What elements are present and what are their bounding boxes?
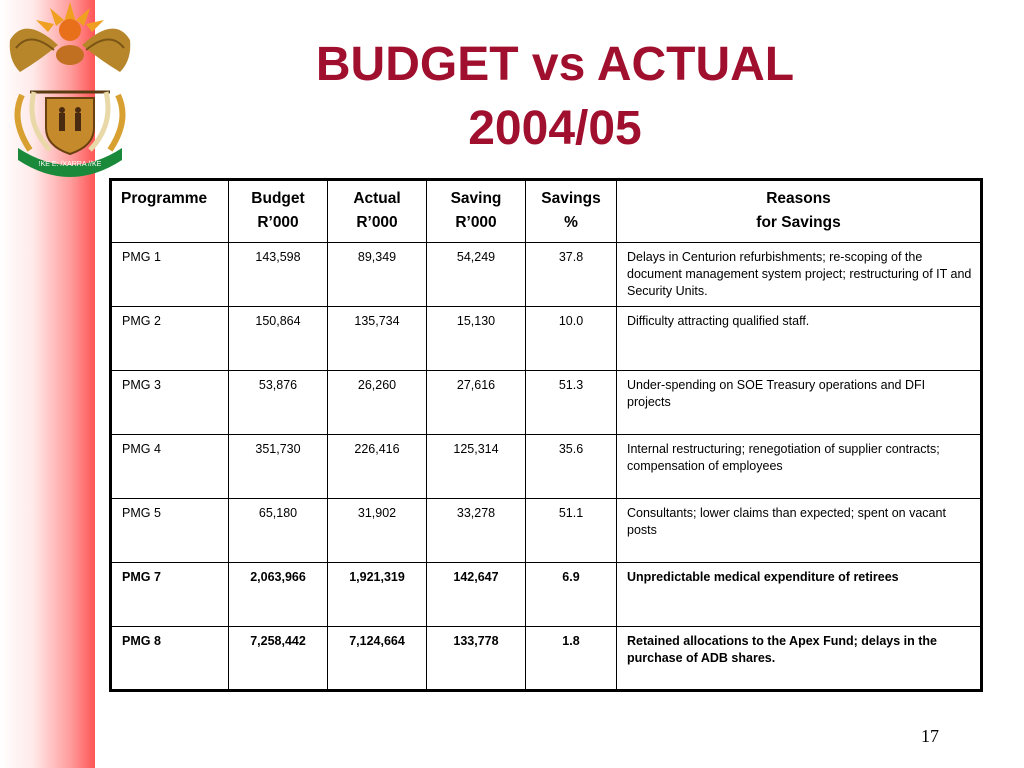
cell-reason: Delays in Centurion refurbishments; re-scoping of the document management system project; restructuring of IT and Security Units. <box>617 243 982 307</box>
cell-reason: Retained allocations to the Apex Fund; delays in the purchase of ADB shares. <box>617 627 982 691</box>
cell-saving: 133,778 <box>427 627 526 691</box>
svg-text:!KE E: /XARRA //KE: !KE E: /XARRA //KE <box>38 161 102 168</box>
page-subtitle-year: 2004/05 <box>468 102 642 155</box>
cell-budget: 2,063,966 <box>229 563 328 627</box>
cell-actual: 26,260 <box>328 371 427 435</box>
header-programme: Programme <box>111 180 229 243</box>
cell-budget: 65,180 <box>229 499 328 563</box>
cell-actual: 7,124,664 <box>328 627 427 691</box>
cell-programme: PMG 4 <box>111 435 229 499</box>
budget-vs-actual-table <box>109 178 983 692</box>
cell-actual: 135,734 <box>328 307 427 371</box>
table-row <box>111 243 982 307</box>
cell-saving: 33,278 <box>427 499 526 563</box>
header-budget: Budget R’000 <box>229 180 328 243</box>
cell-reason: Consultants; lower claims than expected; spent on vacant posts <box>617 499 982 563</box>
table-row <box>111 627 982 691</box>
table-row <box>111 307 982 371</box>
cell-percent: 51.3 <box>526 371 617 435</box>
cell-reason: Difficulty attracting qualified staff. <box>617 307 982 371</box>
cell-percent: 35.6 <box>526 435 617 499</box>
cell-saving: 27,616 <box>427 371 526 435</box>
cell-programme: PMG 3 <box>111 371 229 435</box>
cell-actual: 226,416 <box>328 435 427 499</box>
table-row <box>111 563 982 627</box>
table-row <box>111 435 982 499</box>
table-row <box>111 499 982 563</box>
table-header-row <box>111 180 982 243</box>
cell-programme: PMG 8 <box>111 627 229 691</box>
cell-percent: 37.8 <box>526 243 617 307</box>
header-actual: Actual R’000 <box>328 180 427 243</box>
cell-saving: 125,314 <box>427 435 526 499</box>
cell-reason: Internal restructuring; renegotiation of supplier contracts; compensation of employees <box>617 435 982 499</box>
cell-programme: PMG 2 <box>111 307 229 371</box>
cell-percent: 1.8 <box>526 627 617 691</box>
cell-budget: 351,730 <box>229 435 328 499</box>
header-saving: Saving R’000 <box>427 180 526 243</box>
cell-saving: 15,130 <box>427 307 526 371</box>
cell-actual: 31,902 <box>328 499 427 563</box>
cell-programme: PMG 7 <box>111 563 229 627</box>
cell-percent: 6.9 <box>526 563 617 627</box>
cell-percent: 51.1 <box>526 499 617 563</box>
coat-of-arms-icon <box>0 0 140 180</box>
cell-budget: 150,864 <box>229 307 328 371</box>
page-number: 17 <box>921 726 939 746</box>
cell-reason: Unpredictable medical expenditure of retirees <box>617 563 982 627</box>
cell-programme: PMG 1 <box>111 243 229 307</box>
page-title: BUDGET vs ACTUAL <box>315 38 795 91</box>
header-reasons: Reasons for Savings <box>617 180 982 243</box>
budget-table-container <box>109 178 983 692</box>
cell-actual: 1,921,319 <box>328 563 427 627</box>
cell-budget: 53,876 <box>229 371 328 435</box>
cell-budget: 143,598 <box>229 243 328 307</box>
cell-percent: 10.0 <box>526 307 617 371</box>
cell-saving: 142,647 <box>427 563 526 627</box>
table-row <box>111 371 982 435</box>
cell-actual: 89,349 <box>328 243 427 307</box>
header-savings-percent: Savings % <box>526 180 617 243</box>
cell-budget: 7,258,442 <box>229 627 328 691</box>
cell-saving: 54,249 <box>427 243 526 307</box>
cell-reason: Under-spending on SOE Treasury operations and DFI projects <box>617 371 982 435</box>
cell-programme: PMG 5 <box>111 499 229 563</box>
